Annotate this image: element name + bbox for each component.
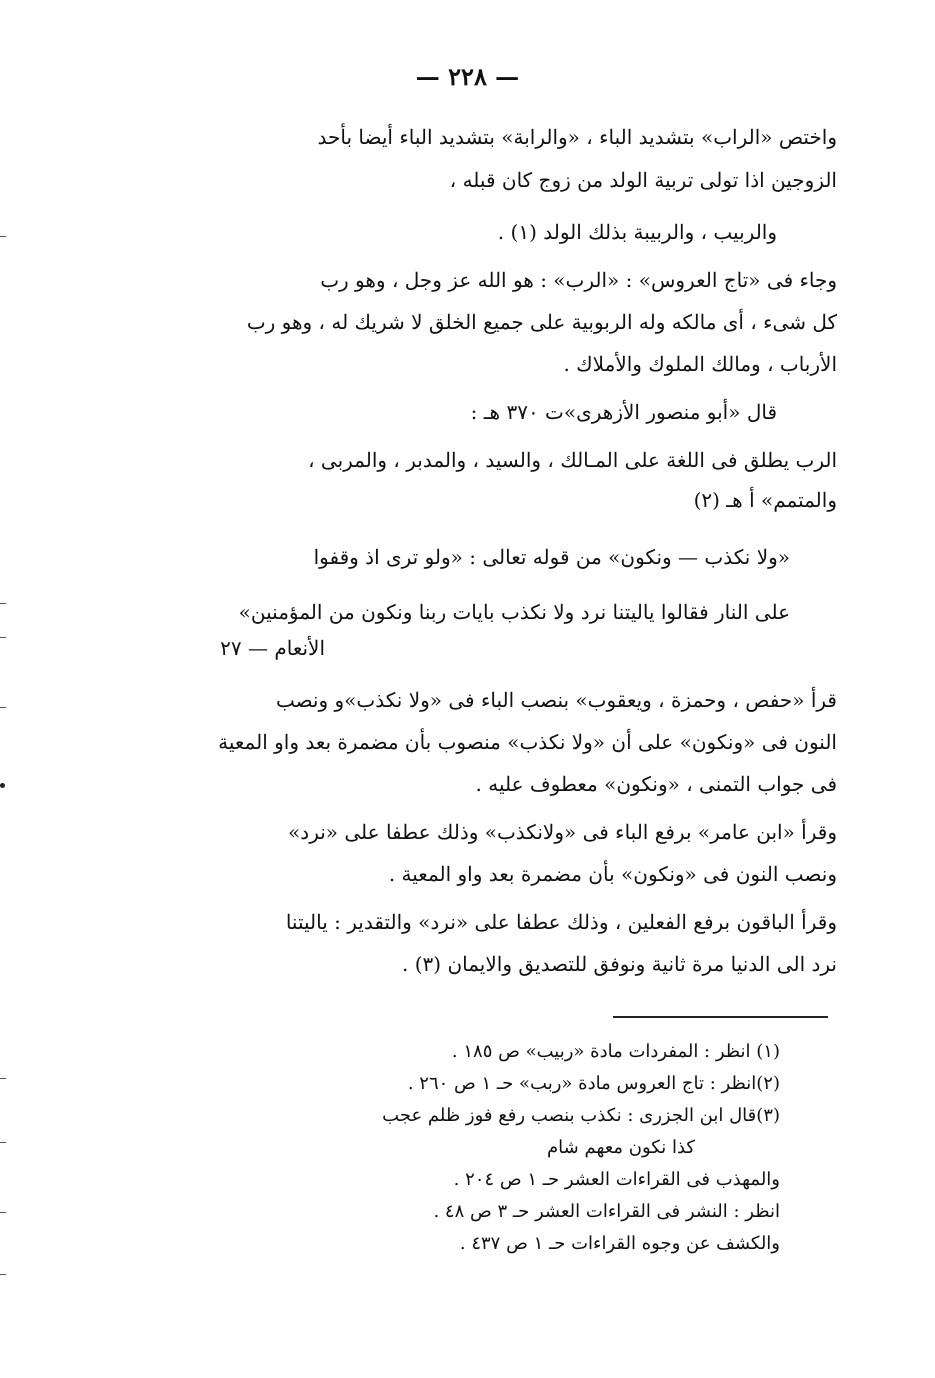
quote-line: «ولا نكذب — ونكون» من قوله تعالى : «ولو ترى اذ وقفوا (313, 545, 790, 569)
scan-margin-mark (0, 637, 6, 638)
paragraph-line: ونصب النون فى «ونكون» بأن مضمرة بعد واو المعية . (388, 862, 837, 886)
scan-margin-mark (0, 603, 6, 604)
paragraph-line: الرب يطلق فى اللغة على المـالك ، والسيد ، والمدبر ، والمربى ، (308, 448, 837, 472)
paragraph-line: قال «أبو منصور الأزهرى»ت ٣٧٠ هـ : (470, 400, 777, 424)
quote-reference: الأنعام — ٢٧ (220, 636, 325, 660)
paragraph-line: وقرأ الباقون برفع الفعلين ، وذلك عطفا على «نرد» والتقدير : ياليتنا (285, 910, 837, 934)
quote-line: على النار فقالوا ياليتنا نرد ولا نكذب بايات ربنا ونكون من المؤمنين» (238, 600, 790, 624)
scan-margin-mark (0, 1274, 6, 1275)
scan-margin-mark (0, 1212, 6, 1213)
scan-margin-mark (0, 236, 6, 237)
scan-margin-mark (0, 1142, 6, 1143)
paragraph-line: قرأ «حفص ، وحمزة ، ويعقوب» بنصب الباء فى «ولا نكذب»و ونصب (275, 688, 837, 712)
scan-margin-dot (0, 783, 5, 788)
paragraph-line: فى جواب التمنى ، «ونكون» معطوف عليه . (475, 772, 837, 796)
paragraph-line: والربيب ، والربيبة بذلك الولد (١) . (497, 220, 777, 244)
footnote-separator (613, 1016, 828, 1018)
footnote: والكشف عن وجوه القراءات حـ ١ ص ٤٣٧ . (459, 1233, 780, 1254)
paragraph-line: الزوجين اذا تولى تربية الولد من زوج كان قبله ، (449, 168, 837, 192)
footnote: (١) انظر : المفردات مادة «ربيب» ص ١٨٥ . (451, 1041, 780, 1062)
paragraph-line: نرد الى الدنيا مرة ثانية ونوفق للتصديق والايمان (٣) . (402, 952, 837, 976)
paragraph-line: كل شىء ، أى مالكه وله الربوبية على جميع الخلق لا شريك له ، وهو رب (246, 310, 837, 334)
paragraph-line: وقرأ «ابن عامر» برفع الباء فى «ولانكذب» وذلك عطفا على «نرد» (288, 820, 837, 844)
scan-margin-mark (0, 1078, 6, 1079)
paragraph-line: الأرباب ، ومالك الملوك والأملاك . (563, 352, 837, 376)
paragraph-line: النون فى «ونكون» على أن «ولا نكذب» منصوب بأن مضمرة بعد واو المعية (218, 730, 837, 754)
footnote: (٣)قال ابن الجزرى : نكذب بنصب رفع فوز ظلم عجب (382, 1105, 780, 1126)
page-number: — ٢٢٨ — (415, 62, 520, 91)
footnote: والمهذب فى القراءات العشر حـ ١ ص ٢٠٤ . (453, 1169, 780, 1190)
footnote: (٢)انظر : تاج العروس مادة «ربب» حـ ١ ص ٢٦٠ . (407, 1073, 780, 1094)
footnote-verse: كذا نكون معهم شام (547, 1137, 695, 1158)
scan-margin-mark (0, 707, 6, 708)
paragraph-line: والمتمم» أ هـ (٢) (693, 488, 837, 512)
paragraph-line: وجاء فى «تاج العروس» : «الرب» : هو الله عز وجل ، وهو رب (320, 268, 837, 292)
paragraph-line: واختص «الراب» بتشديد الباء ، «والرابة» بتشديد الباء أيضا بأحد (317, 125, 837, 149)
footnote: انظر : النشر فى القراءات العشر حـ ٣ ص ٤٨ . (433, 1201, 780, 1222)
